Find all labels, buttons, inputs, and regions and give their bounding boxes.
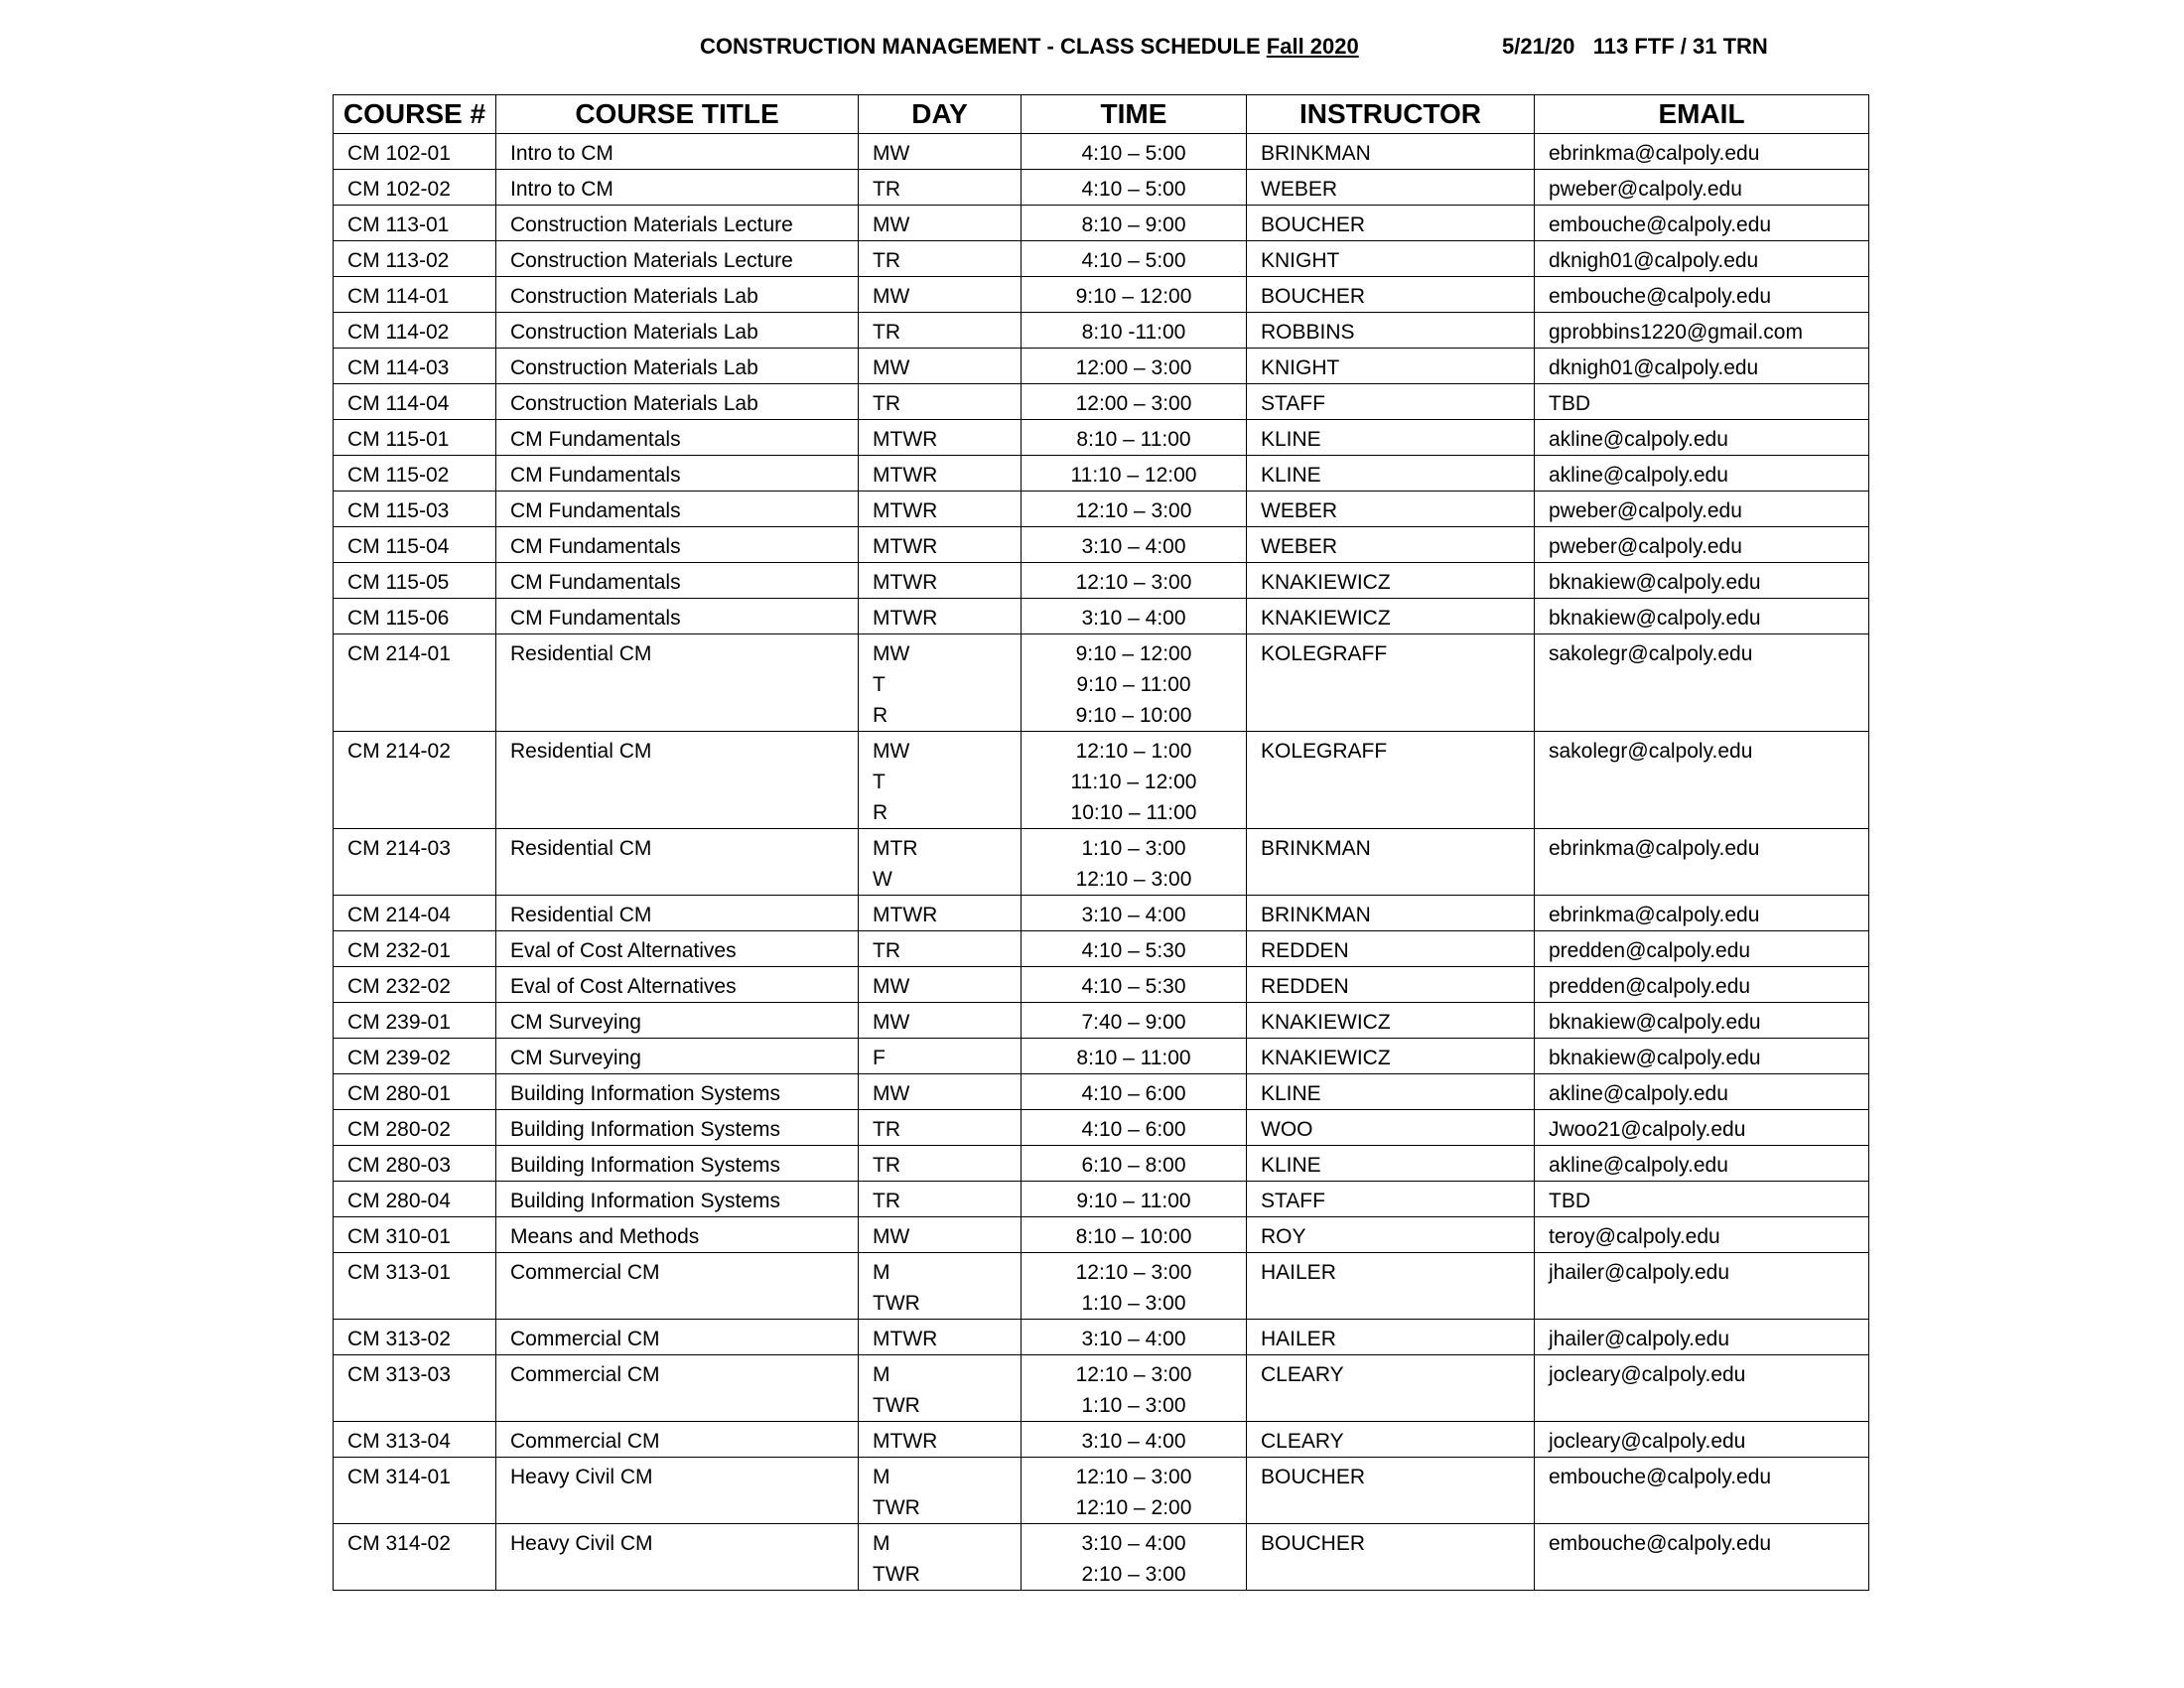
day-cell: MW — [859, 349, 1022, 384]
instructor-cell: HAILER — [1247, 1253, 1535, 1320]
course-title-cell: Residential CM — [496, 634, 859, 732]
instructor-cell: BRINKMAN — [1247, 134, 1535, 170]
document-title — [700, 30, 1359, 64]
email-cell: akline@calpoly.edu — [1535, 1146, 1869, 1182]
course-number-cell: CM 214-01 — [334, 634, 496, 732]
course-title-cell: CM Surveying — [496, 1003, 859, 1039]
email-cell: embouche@calpoly.edu — [1535, 1458, 1869, 1524]
instructor-cell: KLINE — [1247, 420, 1535, 456]
email-cell: ebrinkma@calpoly.edu — [1535, 829, 1869, 896]
instructor-cell: WEBER — [1247, 170, 1535, 206]
course-title-cell: CM Fundamentals — [496, 599, 859, 634]
course-number-cell: CM 113-02 — [334, 241, 496, 277]
day-cell: TR — [859, 170, 1022, 206]
course-title-cell: Residential CM — [496, 829, 859, 896]
time-cell: 12:10 – 3:00 — [1022, 563, 1247, 599]
course-number-cell: CM 313-01 — [334, 1253, 496, 1320]
instructor-cell: ROY — [1247, 1217, 1535, 1253]
course-number-cell: CM 115-02 — [334, 456, 496, 492]
day-cell: TR — [859, 1110, 1022, 1146]
time-cell: 4:10 – 5:00 — [1022, 134, 1247, 170]
table-row — [334, 492, 1869, 527]
day-cell: M TWR — [859, 1458, 1022, 1524]
day-cell: TR — [859, 931, 1022, 967]
table-row — [334, 349, 1869, 384]
time-cell: 4:10 – 6:00 — [1022, 1074, 1247, 1110]
email-cell: dknigh01@calpoly.edu — [1535, 241, 1869, 277]
column-header-day: DAY — [859, 95, 1022, 134]
table-row — [334, 1039, 1869, 1074]
course-title-cell: Eval of Cost Alternatives — [496, 931, 859, 967]
table-row — [334, 967, 1869, 1003]
email-cell: bknakiew@calpoly.edu — [1535, 1003, 1869, 1039]
course-number-cell: CM 114-02 — [334, 313, 496, 349]
course-number-cell: CM 214-04 — [334, 896, 496, 931]
table-row — [334, 313, 1869, 349]
table-row — [334, 1253, 1869, 1320]
time-cell: 8:10 – 9:00 — [1022, 206, 1247, 241]
course-number-cell: CM 314-01 — [334, 1458, 496, 1524]
email-cell: bknakiew@calpoly.edu — [1535, 1039, 1869, 1074]
day-cell: TR — [859, 241, 1022, 277]
course-number-cell: CM 114-01 — [334, 277, 496, 313]
table-row — [334, 1320, 1869, 1355]
email-cell: jocleary@calpoly.edu — [1535, 1422, 1869, 1458]
time-cell: 12:10 – 1:00 11:10 – 12:00 10:10 – 11:00 — [1022, 732, 1247, 829]
course-number-cell: CM 115-05 — [334, 563, 496, 599]
email-cell: embouche@calpoly.edu — [1535, 1524, 1869, 1591]
course-title-cell: Construction Materials Lab — [496, 384, 859, 420]
time-cell: 3:10 – 4:00 — [1022, 1320, 1247, 1355]
course-number-cell: CM 313-03 — [334, 1355, 496, 1422]
email-cell: jocleary@calpoly.edu — [1535, 1355, 1869, 1422]
email-cell: jhailer@calpoly.edu — [1535, 1253, 1869, 1320]
day-cell: TR — [859, 384, 1022, 420]
email-cell: predden@calpoly.edu — [1535, 931, 1869, 967]
time-cell: 3:10 – 4:00 — [1022, 527, 1247, 563]
day-cell: F — [859, 1039, 1022, 1074]
email-cell: teroy@calpoly.edu — [1535, 1217, 1869, 1253]
day-cell: M TWR — [859, 1355, 1022, 1422]
instructor-cell: BRINKMAN — [1247, 896, 1535, 931]
course-number-cell: CM 232-02 — [334, 967, 496, 1003]
table-row — [334, 1355, 1869, 1422]
time-cell: 12:10 – 3:00 1:10 – 3:00 — [1022, 1355, 1247, 1422]
table-row — [334, 634, 1869, 732]
column-header-title: COURSE TITLE — [496, 95, 859, 134]
course-number-cell: CM 232-01 — [334, 931, 496, 967]
instructor-cell: KNAKIEWICZ — [1247, 563, 1535, 599]
email-cell: jhailer@calpoly.edu — [1535, 1320, 1869, 1355]
table-row — [334, 931, 1869, 967]
course-title-cell: CM Fundamentals — [496, 420, 859, 456]
table-row — [334, 170, 1869, 206]
instructor-cell: BOUCHER — [1247, 1458, 1535, 1524]
table-row — [334, 384, 1869, 420]
table-row — [334, 456, 1869, 492]
day-cell: MW — [859, 1074, 1022, 1110]
table-row — [334, 1182, 1869, 1217]
day-cell: M TWR — [859, 1524, 1022, 1591]
course-title-cell: Heavy Civil CM — [496, 1524, 859, 1591]
instructor-cell: STAFF — [1247, 1182, 1535, 1217]
email-cell: gprobbins1220@gmail.com — [1535, 313, 1869, 349]
day-cell: MTWR — [859, 563, 1022, 599]
instructor-cell: CLEARY — [1247, 1355, 1535, 1422]
course-title-cell: Construction Materials Lecture — [496, 206, 859, 241]
course-title-cell: Building Information Systems — [496, 1074, 859, 1110]
day-cell: MW — [859, 967, 1022, 1003]
course-number-cell: CM 280-02 — [334, 1110, 496, 1146]
course-number-cell: CM 115-06 — [334, 599, 496, 634]
email-cell: sakolegr@calpoly.edu — [1535, 732, 1869, 829]
course-title-cell: Commercial CM — [496, 1422, 859, 1458]
course-number-cell: CM 115-01 — [334, 420, 496, 456]
instructor-cell: KLINE — [1247, 456, 1535, 492]
time-cell: 12:00 – 3:00 — [1022, 384, 1247, 420]
term-label: Fall 2020 — [1266, 34, 1359, 59]
email-cell: embouche@calpoly.edu — [1535, 206, 1869, 241]
course-title-cell: Heavy Civil CM — [496, 1458, 859, 1524]
email-cell: predden@calpoly.edu — [1535, 967, 1869, 1003]
time-cell: 4:10 – 5:00 — [1022, 241, 1247, 277]
table-row — [334, 599, 1869, 634]
email-cell: bknakiew@calpoly.edu — [1535, 563, 1869, 599]
time-cell: 3:10 – 4:00 — [1022, 896, 1247, 931]
email-cell: sakolegr@calpoly.edu — [1535, 634, 1869, 732]
email-cell: pweber@calpoly.edu — [1535, 527, 1869, 563]
day-cell: TR — [859, 1146, 1022, 1182]
time-cell: 3:10 – 4:00 — [1022, 599, 1247, 634]
course-title-cell: Construction Materials Lecture — [496, 241, 859, 277]
day-cell: MW — [859, 277, 1022, 313]
course-title-cell: CM Fundamentals — [496, 492, 859, 527]
table-row — [334, 829, 1869, 896]
time-cell: 4:10 – 5:00 — [1022, 170, 1247, 206]
time-cell: 4:10 – 5:30 — [1022, 967, 1247, 1003]
instructor-cell: HAILER — [1247, 1320, 1535, 1355]
table-row — [334, 134, 1869, 170]
table-row — [334, 1003, 1869, 1039]
instructor-cell: WEBER — [1247, 527, 1535, 563]
instructor-cell: BOUCHER — [1247, 1524, 1535, 1591]
instructor-cell: WOO — [1247, 1110, 1535, 1146]
instructor-cell: KOLEGRAFF — [1247, 634, 1535, 732]
course-title-cell: Intro to CM — [496, 134, 859, 170]
day-cell: MTWR — [859, 599, 1022, 634]
table-row — [334, 1524, 1869, 1591]
course-number-cell: CM 239-02 — [334, 1039, 496, 1074]
table-row — [334, 732, 1869, 829]
table-row — [334, 896, 1869, 931]
course-title-cell: CM Fundamentals — [496, 563, 859, 599]
course-title-cell: Eval of Cost Alternatives — [496, 967, 859, 1003]
time-cell: 8:10 – 11:00 — [1022, 1039, 1247, 1074]
email-cell: TBD — [1535, 1182, 1869, 1217]
day-cell: MW T R — [859, 732, 1022, 829]
table-row — [334, 277, 1869, 313]
course-title-cell: Construction Materials Lab — [496, 313, 859, 349]
table-row — [334, 206, 1869, 241]
course-title-cell: Residential CM — [496, 732, 859, 829]
instructor-cell: KNIGHT — [1247, 349, 1535, 384]
document-meta: 5/21/20 113 FTF / 31 TRN — [1502, 34, 1768, 59]
day-cell: MTWR — [859, 1320, 1022, 1355]
email-cell: ebrinkma@calpoly.edu — [1535, 896, 1869, 931]
column-header-time: TIME — [1022, 95, 1247, 134]
column-header-email: EMAIL — [1535, 95, 1869, 134]
course-title-cell: Building Information Systems — [496, 1110, 859, 1146]
course-number-cell: CM 314-02 — [334, 1524, 496, 1591]
instructor-cell: REDDEN — [1247, 967, 1535, 1003]
day-cell: MW — [859, 1003, 1022, 1039]
course-title-cell: CM Fundamentals — [496, 527, 859, 563]
table-row — [334, 1146, 1869, 1182]
instructor-cell: KLINE — [1247, 1074, 1535, 1110]
course-number-cell: CM 115-04 — [334, 527, 496, 563]
email-cell: Jwoo21@calpoly.edu — [1535, 1110, 1869, 1146]
time-cell: 1:10 – 3:00 12:10 – 3:00 — [1022, 829, 1247, 896]
instructor-cell: KNAKIEWICZ — [1247, 599, 1535, 634]
day-cell: MTWR — [859, 420, 1022, 456]
email-cell: pweber@calpoly.edu — [1535, 492, 1869, 527]
course-title-cell: Commercial CM — [496, 1253, 859, 1320]
course-title-cell: CM Fundamentals — [496, 456, 859, 492]
instructor-cell: BRINKMAN — [1247, 829, 1535, 896]
instructor-cell: KOLEGRAFF — [1247, 732, 1535, 829]
time-cell: 9:10 – 11:00 — [1022, 1182, 1247, 1217]
course-title-cell: Building Information Systems — [496, 1146, 859, 1182]
day-cell: MTWR — [859, 456, 1022, 492]
instructor-cell: KNAKIEWICZ — [1247, 1039, 1535, 1074]
course-title-cell: Commercial CM — [496, 1320, 859, 1355]
course-number-cell: CM 102-01 — [334, 134, 496, 170]
email-cell: ebrinkma@calpoly.edu — [1535, 134, 1869, 170]
time-cell: 9:10 – 12:00 9:10 – 11:00 9:10 – 10:00 — [1022, 634, 1247, 732]
course-number-cell: CM 214-02 — [334, 732, 496, 829]
email-cell: akline@calpoly.edu — [1535, 1074, 1869, 1110]
course-title-cell: CM Surveying — [496, 1039, 859, 1074]
table-row — [334, 1217, 1869, 1253]
course-number-cell: CM 280-03 — [334, 1146, 496, 1182]
email-cell: akline@calpoly.edu — [1535, 420, 1869, 456]
table-row — [334, 1074, 1869, 1110]
instructor-cell: REDDEN — [1247, 931, 1535, 967]
instructor-cell: KNAKIEWICZ — [1247, 1003, 1535, 1039]
email-cell: akline@calpoly.edu — [1535, 456, 1869, 492]
time-cell: 11:10 – 12:00 — [1022, 456, 1247, 492]
course-title-cell: Intro to CM — [496, 170, 859, 206]
day-cell: MW — [859, 206, 1022, 241]
course-number-cell: CM 214-03 — [334, 829, 496, 896]
time-cell: 4:10 – 6:00 — [1022, 1110, 1247, 1146]
day-cell: M TWR — [859, 1253, 1022, 1320]
time-cell: 9:10 – 12:00 — [1022, 277, 1247, 313]
table-row — [334, 563, 1869, 599]
schedule-table — [333, 94, 1869, 1591]
day-cell: MTWR — [859, 492, 1022, 527]
time-cell: 8:10 -11:00 — [1022, 313, 1247, 349]
instructor-cell: BOUCHER — [1247, 277, 1535, 313]
course-number-cell: CM 280-01 — [334, 1074, 496, 1110]
time-cell: 4:10 – 5:30 — [1022, 931, 1247, 967]
email-cell: embouche@calpoly.edu — [1535, 277, 1869, 313]
course-number-cell: CM 102-02 — [334, 170, 496, 206]
time-cell: 8:10 – 11:00 — [1022, 420, 1247, 456]
instructor-cell: BOUCHER — [1247, 206, 1535, 241]
instructor-cell: STAFF — [1247, 384, 1535, 420]
time-cell: 6:10 – 8:00 — [1022, 1146, 1247, 1182]
title-prefix: CONSTRUCTION MANAGEMENT - CLASS SCHEDULE — [700, 34, 1267, 59]
day-cell: TR — [859, 313, 1022, 349]
time-cell: 12:10 – 3:00 12:10 – 2:00 — [1022, 1458, 1247, 1524]
time-cell: 12:10 – 3:00 — [1022, 492, 1247, 527]
column-header-instructor: INSTRUCTOR — [1247, 95, 1535, 134]
course-number-cell: CM 310-01 — [334, 1217, 496, 1253]
table-row — [334, 241, 1869, 277]
time-cell: 12:00 – 3:00 — [1022, 349, 1247, 384]
table-row — [334, 527, 1869, 563]
day-cell: MTWR — [859, 896, 1022, 931]
day-cell: MW T R — [859, 634, 1022, 732]
course-number-cell: CM 313-04 — [334, 1422, 496, 1458]
time-cell: 7:40 – 9:00 — [1022, 1003, 1247, 1039]
course-number-cell: CM 115-03 — [334, 492, 496, 527]
day-cell: MTR W — [859, 829, 1022, 896]
instructor-cell: WEBER — [1247, 492, 1535, 527]
email-cell: bknakiew@calpoly.edu — [1535, 599, 1869, 634]
instructor-cell: CLEARY — [1247, 1422, 1535, 1458]
table-row — [334, 1422, 1869, 1458]
day-cell: MTWR — [859, 527, 1022, 563]
course-title-cell: Commercial CM — [496, 1355, 859, 1422]
course-number-cell: CM 239-01 — [334, 1003, 496, 1039]
table-row — [334, 1458, 1869, 1524]
day-cell: MW — [859, 1217, 1022, 1253]
time-cell: 3:10 – 4:00 — [1022, 1422, 1247, 1458]
instructor-cell: KLINE — [1247, 1146, 1535, 1182]
time-cell: 12:10 – 3:00 1:10 – 3:00 — [1022, 1253, 1247, 1320]
course-number-cell: CM 114-03 — [334, 349, 496, 384]
course-title-cell: Construction Materials Lab — [496, 277, 859, 313]
day-cell: MTWR — [859, 1422, 1022, 1458]
course-title-cell: Means and Methods — [496, 1217, 859, 1253]
course-number-cell: CM 280-04 — [334, 1182, 496, 1217]
time-cell: 3:10 – 4:00 2:10 – 3:00 — [1022, 1524, 1247, 1591]
table-row — [334, 1110, 1869, 1146]
course-number-cell: CM 113-01 — [334, 206, 496, 241]
table-row — [334, 420, 1869, 456]
time-cell: 8:10 – 10:00 — [1022, 1217, 1247, 1253]
course-title-cell: Building Information Systems — [496, 1182, 859, 1217]
column-header-course: COURSE # — [334, 95, 496, 134]
course-number-cell: CM 114-04 — [334, 384, 496, 420]
day-cell: MW — [859, 134, 1022, 170]
instructor-cell: ROBBINS — [1247, 313, 1535, 349]
day-cell: TR — [859, 1182, 1022, 1217]
email-cell: dknigh01@calpoly.edu — [1535, 349, 1869, 384]
header-row — [334, 95, 1869, 134]
email-cell: pweber@calpoly.edu — [1535, 170, 1869, 206]
instructor-cell: KNIGHT — [1247, 241, 1535, 277]
course-number-cell: CM 313-02 — [334, 1320, 496, 1355]
course-title-cell: Construction Materials Lab — [496, 349, 859, 384]
email-cell: TBD — [1535, 384, 1869, 420]
course-title-cell: Residential CM — [496, 896, 859, 931]
